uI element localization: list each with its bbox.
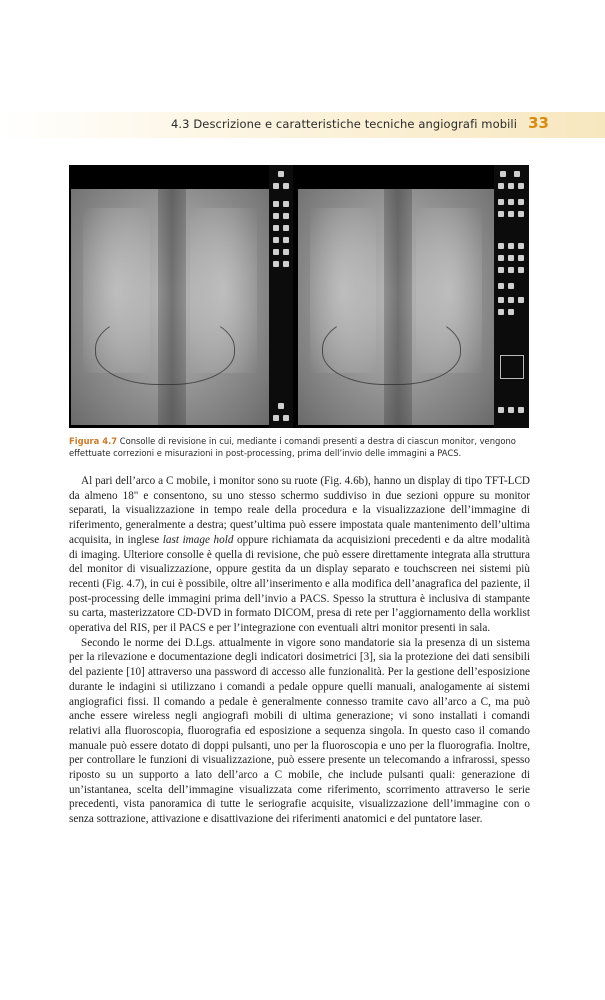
x-ray-image-right bbox=[298, 189, 494, 425]
paragraph-1 bbox=[69, 474, 530, 636]
review-toolbar-right bbox=[494, 165, 529, 428]
body-text bbox=[69, 474, 530, 827]
running-title: 4.3 Descrizione e caratteristiche tecniche angiografi mobili bbox=[170, 117, 517, 131]
paragraph-1-part-2: oppure richiamata da acquisizioni precedenti e da altre modalità di imaging. Ulteriore consolle è quella di revisione, che può essere direttamente integrata alla struttura del monitor di visualizzazione, oppure gestita da un display separato e touchscreen nei sistemi più recenti (Fig. 4.7), in cui è possibile, oltre all’inserimento e alla modifica dell’anagrafica del paziente, il post-processing delle immagini prima dell’invio a PACS. Spesso la struttura è inclusiva di stampante su carta, masterizzatore CD-DVD in formato DICOM, presa di rete per l’aggiornamento della worklist operativa del RIS, per il PACS e per l’integrazione con eventuali altri monitor presenti in sala. bbox=[69, 533, 530, 635]
paragraph-1-emphasis: last image hold bbox=[162, 533, 234, 546]
x-ray-image-left bbox=[71, 189, 269, 425]
paragraph-1-part-1: Al pari dell’arco a C mobile, i monitor sono su ruote (Fig. 4.6b), hanno un display di tipo TFT-LCD da almeno 18" e consentono, su uno stesso schermo suddiviso in due sezioni oppure su monitor separati, la visualizzazione in tempo reale della procedura e la visualizzazione dell’immagine di riferimento, generalmente a destra; quest’ultima può essere impostata quale mantenimento dell’ultima acquisita, in inglese bbox=[69, 475, 530, 546]
page-number: 33 bbox=[528, 114, 549, 132]
figure-label: Figura 4.7 bbox=[69, 436, 118, 446]
figure-caption bbox=[69, 435, 531, 459]
caption-text: Consolle di revisione in cui, mediante i comandi presenti a destra di ciascun monitor, vengono effettuate correzioni e misurazioni in post-processing, prima dell’invio delle immagini a PACS. bbox=[69, 436, 516, 458]
paragraph-2: Secondo le norme dei D.Lgs. attualmente in vigore sono mandatorie sia la presenza di un sistema per la rilevazione e documentazione degli indicatori dosimetrici [3], sia la protezione dei dati sensibili del paziente [10] attraverso una password di accesso alle funzionalità. Per la gestione dell’esposizione durante le indagini si utilizzano i comandi a pedale oppure quelli manuali, analogamente ai sistemi angiografici fissi. Il comando a pedale è generalmente connesso tramite cavo all’arco a C, ma può anche essere wireless negli angiografi mobili di ultima generazione; vi sono installati i comandi relativi alla fluoroscopia, fluorografia ed esposizione a sequenza singola. In questo caso il comando manuale può essere dotato di doppi pulsanti, uno per la fluoroscopia e uno per la fluorografia. Inoltre, per controllare le funzioni di visualizzazione, può essere presente un telecomando a infrarossi, spesso riposto su un supporto a lato dell’arco a C mobile, che include pulsanti quali: generazione di un’istantanea, scelta dell’immagine visualizzata come riferimento, scorrimento attraverso le serie precedenti, vista panoramica di tutte le seriografie acquisite, visualizzazione dell’immagine con o senza sottrazione, attivazione e disattivazione dei riferimenti anatomici e del puntatore laser. bbox=[69, 636, 530, 826]
review-toolbar-left bbox=[269, 165, 293, 428]
figure-review-console bbox=[69, 165, 529, 428]
